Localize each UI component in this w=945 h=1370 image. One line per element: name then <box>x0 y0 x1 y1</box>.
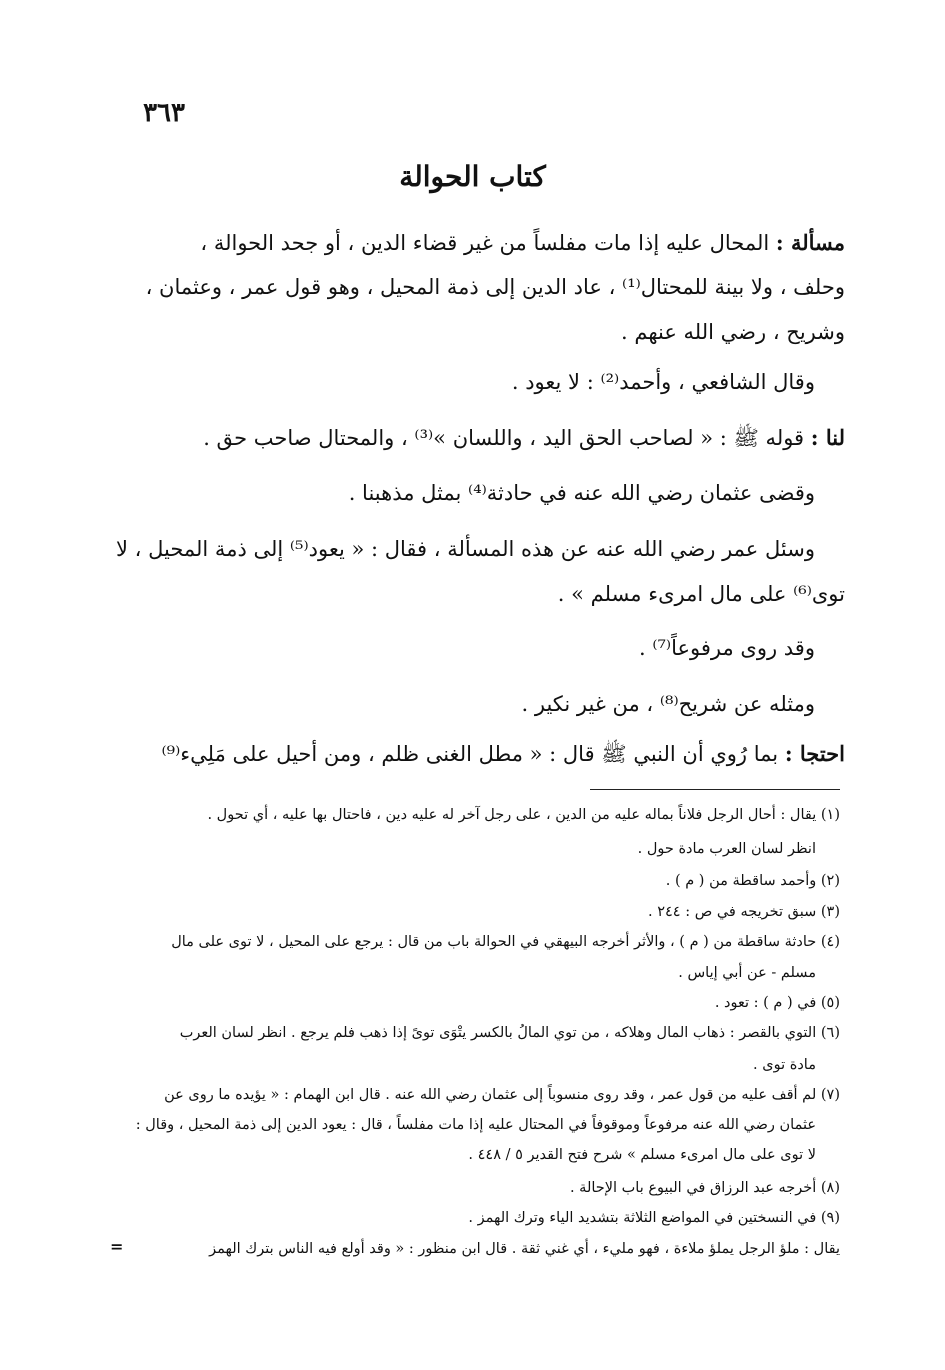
our-evidence-label: لنا : <box>810 425 845 450</box>
paragraph-their-argument <box>100 731 845 776</box>
footnote-line: لا توى على مال امرىء مسلم » شرح فتح القدير ٥ / ٤٤٨ . <box>468 1147 816 1163</box>
text-line: وقال الشافعي ، وأحمد⁽²⁾ : لا يعود . <box>511 370 815 394</box>
footnote-line: (٩) في النسختين في المواضع الثلاثة بتشديد الياء وترك الهمز . <box>468 1210 840 1226</box>
text-line: توى⁽⁶⁾ على مال امرىء مسلم » . <box>557 582 845 606</box>
text-line: وقضى عثمان رضي الله عنه في حادثة⁽⁴⁾ بمثل مذهبنا . <box>348 481 815 505</box>
text-line: وشريح ، رضي الله عنهم . <box>621 320 845 344</box>
footnote-line: (٨) أخرجه عبد الرزاق في البيوع باب الإحالة . <box>569 1180 840 1196</box>
footnote-line: (٢) وأحمد ساقطة من ( م ) . <box>665 873 840 889</box>
footnote-line: مادة توى . <box>753 1057 816 1073</box>
text-line: ومثله عن شريح⁽⁸⁾ ، من غير نكير . <box>521 692 815 716</box>
text-line: وسئل عمر رضي الله عنه عن هذه المسألة ، فقال : « يعود⁽⁵⁾ إلى ذمة المحيل ، لا <box>115 537 815 561</box>
footnote-line: انظر لسان العرب مادة حول . <box>637 841 816 857</box>
issue-label: مسألة : <box>775 230 845 255</box>
paragraph-marfu <box>100 626 845 671</box>
page-number: ٣٦٣ <box>143 98 185 128</box>
text-line: لنا : قوله ﷺ : « لصاحب الحق اليد ، واللسان »⁽³⁾ ، والمحتال صاحب حق . <box>203 425 845 450</box>
paragraph-issue <box>100 220 845 355</box>
chapter-title: كتاب الحوالة <box>399 160 546 193</box>
footnote-line: عثمان رضي الله عنه مرفوعاً وموقوفاً في المحتال عليه إذا مات مفلساً ، قال : يعود الدين إلى ذمة المحيل ، وقال : <box>135 1117 816 1133</box>
text-line: مسألة : المحال عليه إذا مات مفلساً من غير قضاء الدين ، أو جحد الحوالة ، <box>200 230 845 255</box>
text-line: وحلف ، ولا بينة للمحتال⁽¹⁾ ، عاد الدين إلى ذمة المحيل ، وهو قول عمر ، وعثمان ، <box>145 275 845 299</box>
footnote-line: (١) يقال : أحال الرجل فلاناً بماله عليه من الدين ، على رجل آخر له عليه دين ، فاحتال بها عليه ، أي تحول . <box>207 807 840 823</box>
paragraph-our-evidence <box>100 415 845 460</box>
footnote-line: مسلم - عن أبي إياس . <box>678 965 816 981</box>
footnote-line: يقال : ملؤ الرجل يملؤ ملاءة ، فهو مليء ، أي غني ثقة . قال ابن منظور : « وقد أولع فيه الناس بترك الهمز <box>209 1241 840 1257</box>
paragraph-shafii <box>100 360 845 405</box>
paragraph-shurayh <box>100 682 845 727</box>
continuation-mark: = <box>110 1237 124 1256</box>
footnote-divider <box>590 789 840 790</box>
their-argument-label: احتجا : <box>784 741 845 766</box>
paragraph-umar <box>100 527 845 617</box>
footnote-line: (٥) في ( م ) : تعود . <box>714 995 840 1011</box>
text-line: احتجا : بما رُوي أن النبي ﷺ قال : « مطل الغنى ظلم ، ومن أحيل على مَلِيء⁽⁹⁾ <box>161 741 845 766</box>
footnote-line: (٧) لم أقف عليه من قول عمر ، وقد روى منسوباً إلى عثمان رضي الله عنه . قال ابن الهمام : « يؤيده ما روى عن <box>164 1087 840 1103</box>
text-line: وقد روى مرفوعاً⁽⁷⁾ . <box>638 636 815 660</box>
paragraph-uthman <box>100 471 845 516</box>
footnote-line: (٤) حادثة ساقطة من ( م ) ، والأثر أخرجه البيهقي في الحوالة باب من قال : يرجع على المحيل ، لا توى على مال <box>171 934 840 950</box>
footnote-line: (٦) التوي بالقصر : ذهاب المال وهلاكه ، من توي المالُ بالكسر يتْوَى توىً إذا ذهب فلم يرجع . انظر لسان العرب <box>179 1025 840 1041</box>
footnote-line: (٣) سبق تخريجه في ص : ٢٤٤ . <box>648 904 840 920</box>
